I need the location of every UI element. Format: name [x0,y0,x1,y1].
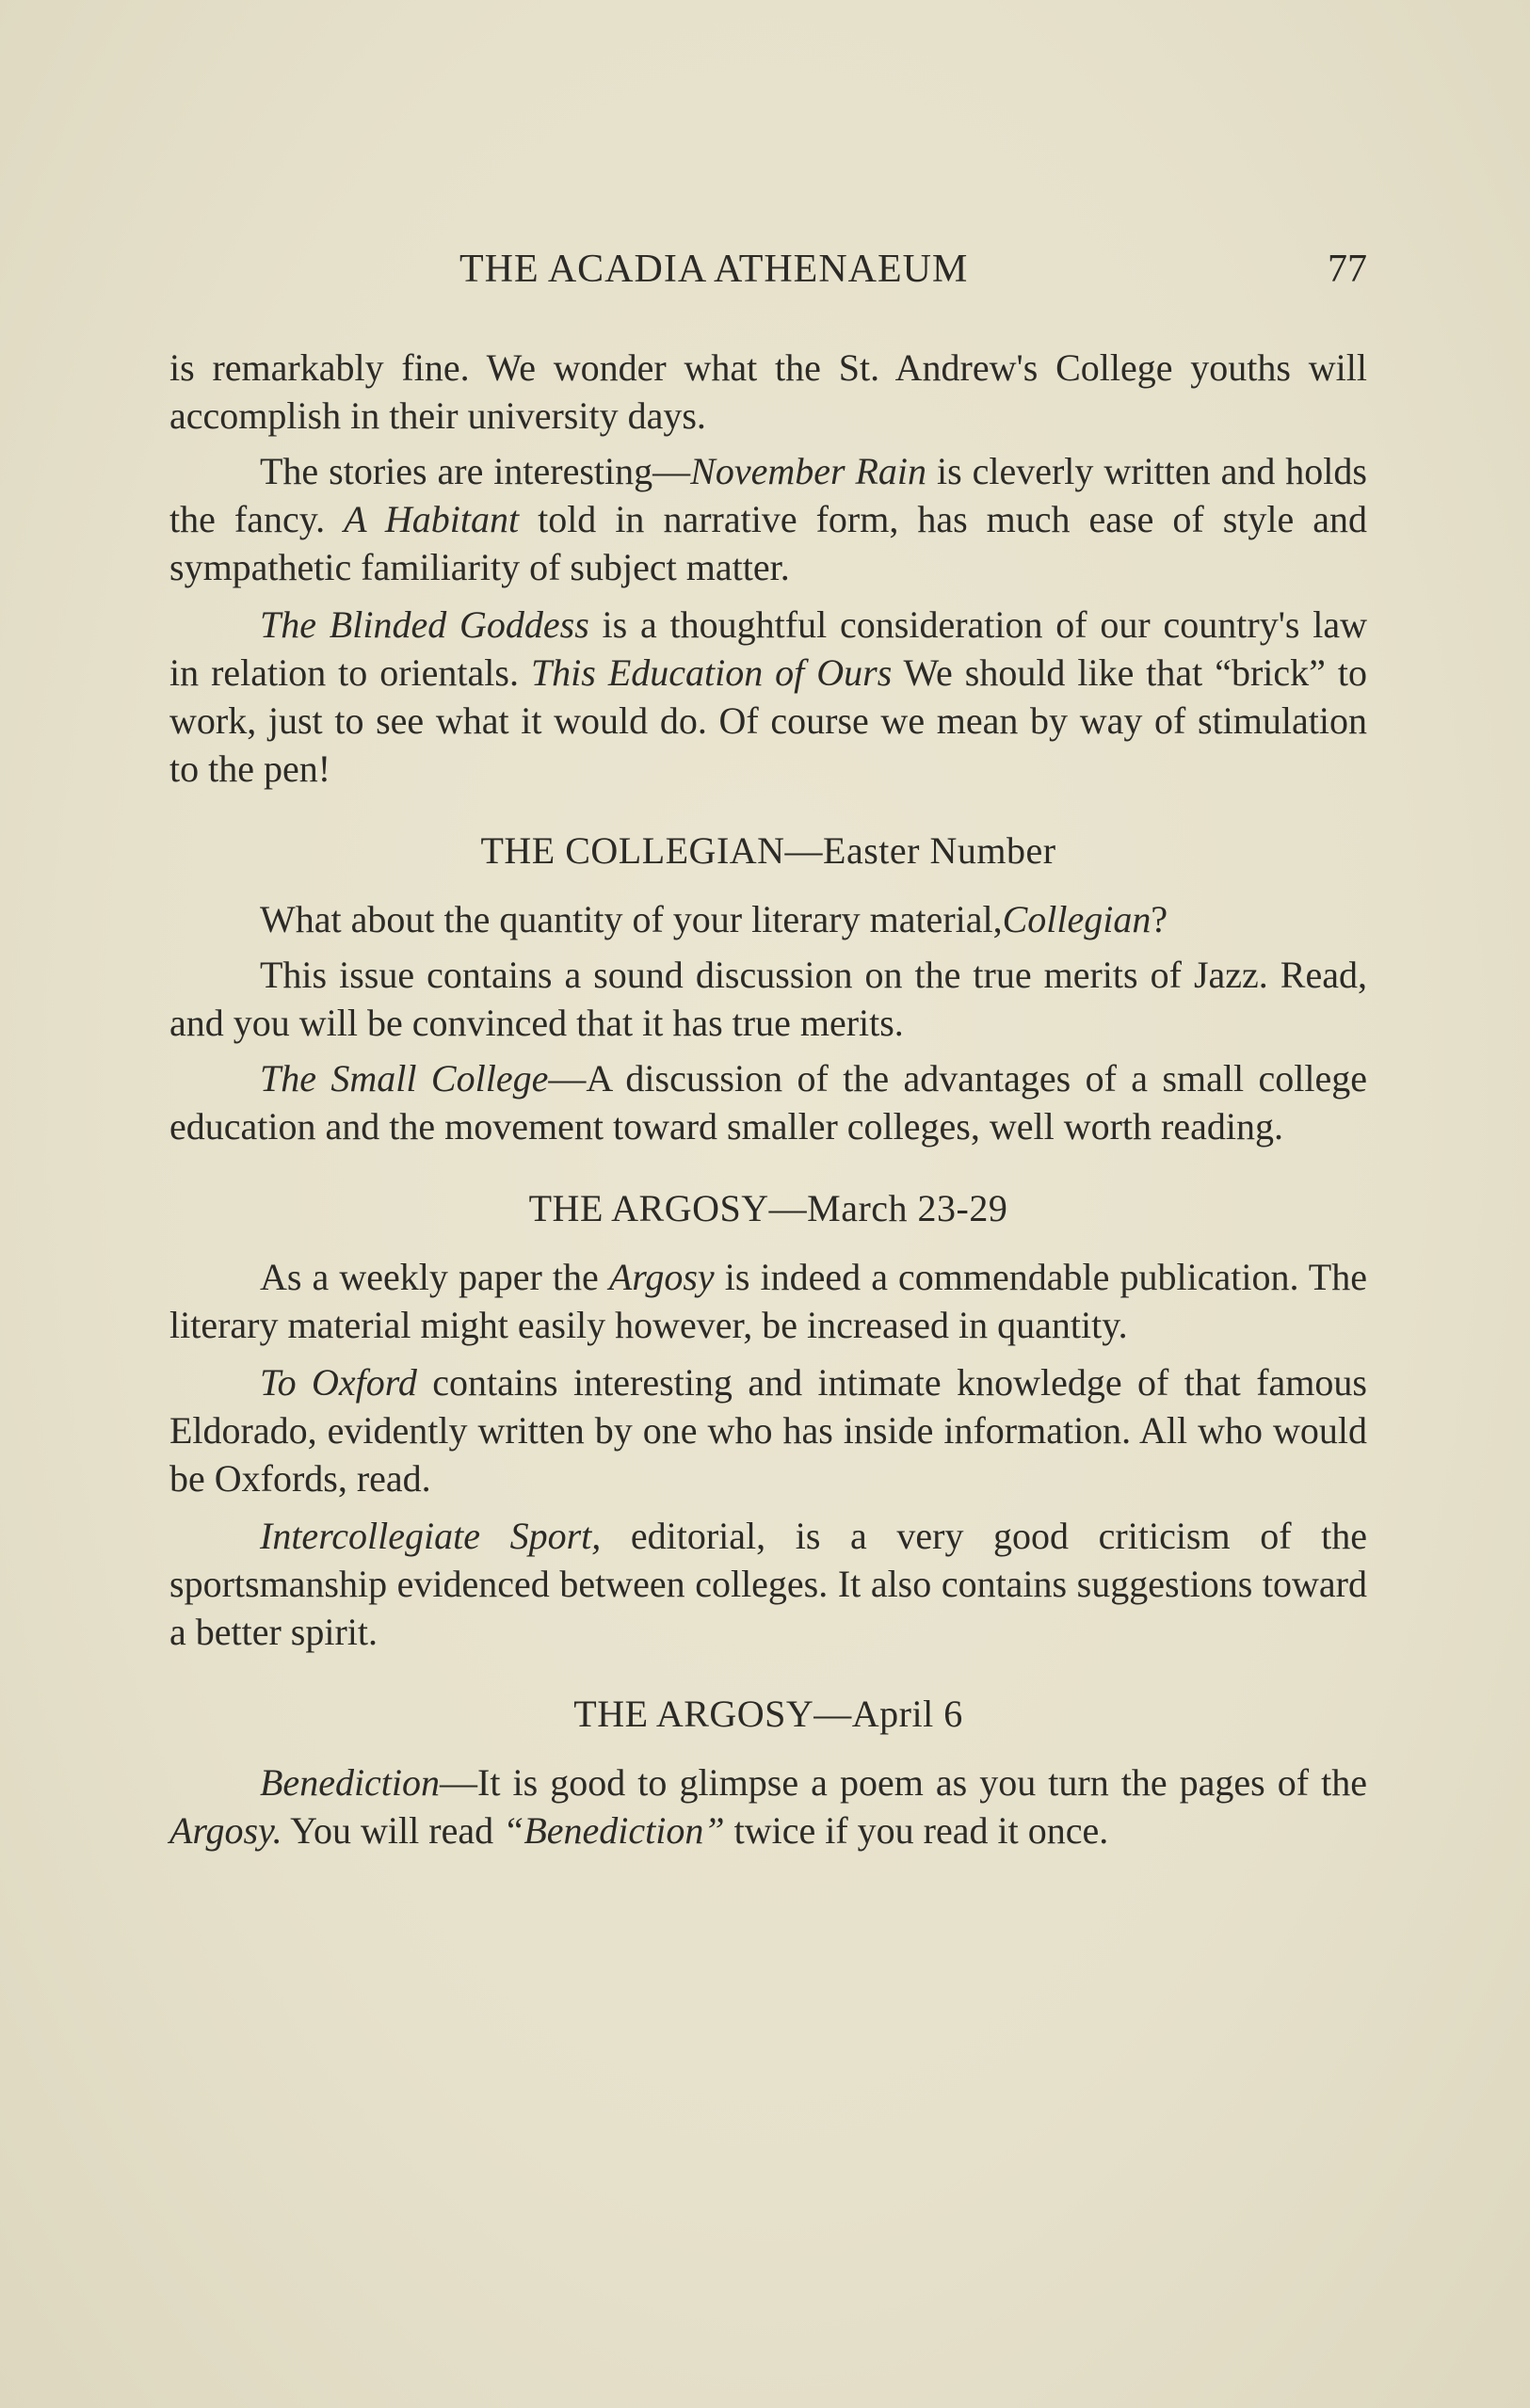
page-number: 77 [1328,248,1367,291]
story-title: This Education of Ours [530,651,893,694]
text-run: You will read [282,1809,504,1852]
text-run: is remarkably fine. We wonder what the St. Andrew's College youths will accomplish in their university days. [169,346,1367,437]
story-title: November Rain [690,450,927,492]
text-run: As a weekly paper the [260,1256,609,1298]
paragraph-argosy-march-3 [169,1512,1367,1656]
paragraph-intro-2 [169,447,1367,591]
article-title: The Small College [260,1057,549,1100]
publication-name: Argosy [608,1256,715,1298]
paragraph-collegian-2 [169,951,1367,1047]
story-title: The Blinded Goddess [260,603,589,646]
paragraph-intro-3 [169,601,1367,793]
running-header [169,247,1367,303]
running-title: THE ACADIA ATHENAEUM [459,248,969,291]
poem-title: “Benediction” [503,1809,725,1852]
text-run: What about the quantity of your literary material, [260,898,1003,940]
text-run: —It is good to glimpse a poem as you turn the pages of the [440,1761,1367,1804]
paragraph-collegian-1 [169,895,1367,943]
paragraph-argosy-march-2 [169,1358,1367,1502]
article-title: Intercollegiate Sport, [260,1515,602,1557]
paragraph-argosy-march-1 [169,1253,1367,1349]
text-run: We should like that “brick” to work, just to see what it would do. Of course we mean by way of stimulation to the pen! [169,651,1367,790]
article-title: To Oxford [260,1361,417,1404]
text-run: is indeed a commendable publication. The literary material might easily however, be increased in quantity. [169,1256,1367,1346]
paragraph-intro-1 [169,344,1367,440]
text-run: contains interesting and intimate knowledge of that famous Eldorado, evidently written by one who has inside information. All who would be Oxfords, read. [169,1361,1367,1500]
text-run: editorial, is a very good criticism of the sportsmanship evidenced between colleges. It also contains suggestions toward a better spirit. [169,1515,1367,1653]
story-title: A Habitant [344,498,520,540]
paragraph-collegian-3 [169,1054,1367,1150]
section-heading-collegian: THE COLLEGIAN—Easter Number [480,829,1056,872]
text-run: —A discussion of the advantages of a small college education and the movement toward smaller colleges, well worth reading. [169,1057,1367,1148]
text-run: ? [1151,898,1168,940]
text-run: This issue contains a sound discussion on the true merits of Jazz. Read, and you will be convinced that it has true merits. [169,954,1367,1044]
paragraph-argosy-april-1 [169,1758,1367,1854]
text-run: is a thoughtful consideration of our country's law in relation to orientals. [169,603,1368,694]
text-run: told in narrative form, has much ease of style and sympathetic familiarity of subject matter. [169,498,1368,588]
article-body [169,344,1367,1862]
text-run: The stories are interesting— [260,450,691,492]
text-run: is cleverly written and holds the fancy. [169,450,1367,540]
section-heading-argosy-april: THE ARGOSY—April 6 [573,1693,963,1735]
publication-name: Argosy. [169,1809,282,1852]
section-heading-argosy-march: THE ARGOSY—March 23-29 [528,1187,1008,1229]
text-run: twice if you read it once. [724,1809,1109,1852]
publication-name: Collegian [1002,898,1152,940]
poem-title: Benediction [260,1761,441,1804]
